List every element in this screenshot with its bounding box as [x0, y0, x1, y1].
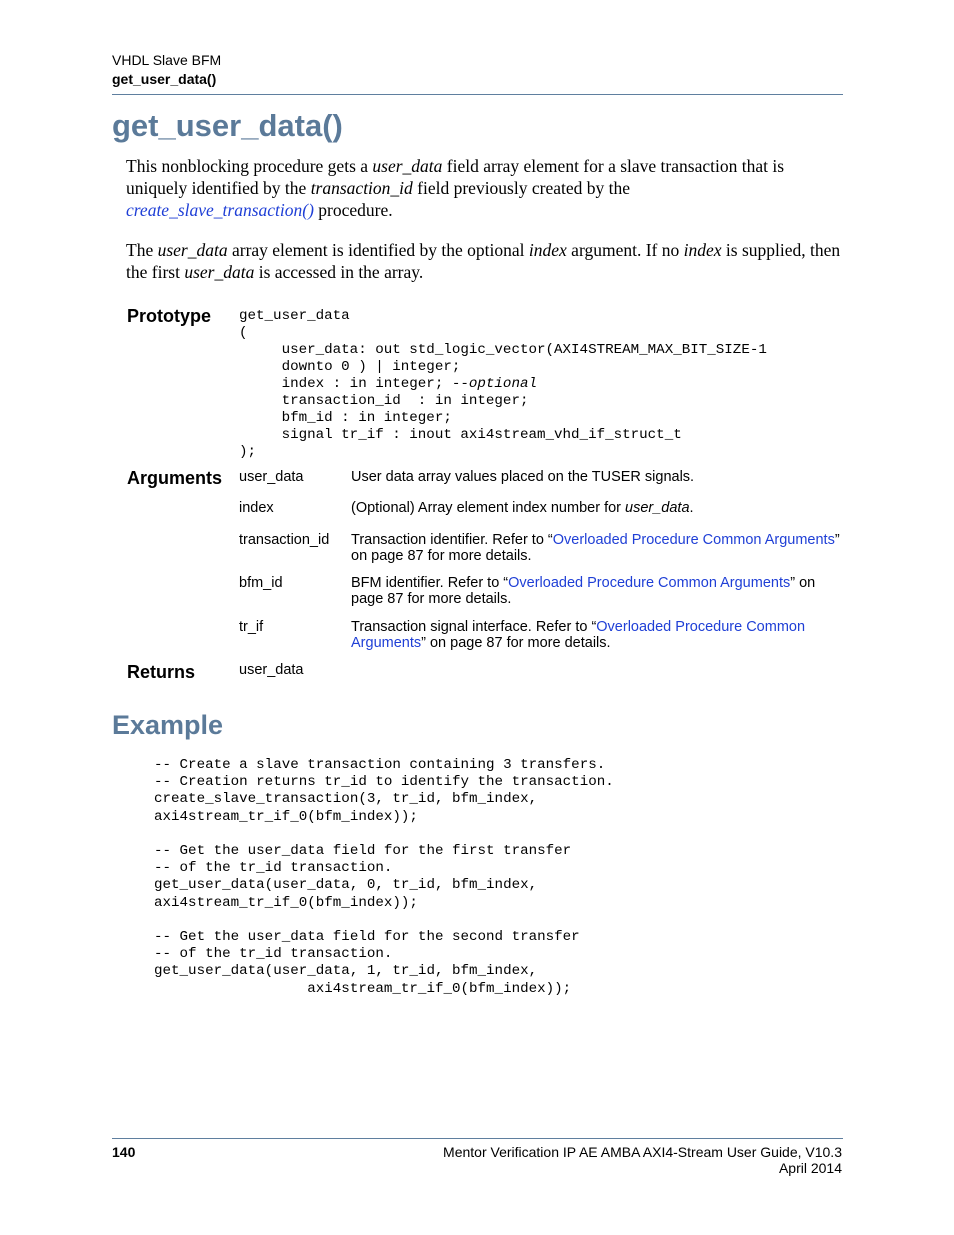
code-line: downto 0 ) | integer; — [239, 359, 461, 375]
text-run: ” on page 87 for more details. — [351, 532, 840, 564]
example-heading: Example — [112, 710, 224, 740]
emphasis: index — [528, 240, 567, 260]
emphasis: transaction_id — [310, 178, 413, 198]
text-run: field array element for a slave transaction that is uniquely identified by the — [126, 156, 784, 198]
returns-label: Returns — [127, 662, 196, 682]
arguments-label: Arguments — [127, 468, 223, 488]
arg-name-bfm-id: bfm_id — [239, 575, 283, 591]
footer-rule — [112, 1138, 843, 1139]
arg-name-tr-if: tr_if — [239, 619, 264, 635]
intro-paragraph-1 — [126, 155, 846, 221]
text-run: This nonblocking procedure gets a — [126, 156, 373, 176]
overloaded-args-link[interactable]: Overloaded Procedure Common Arguments — [351, 619, 806, 651]
overloaded-args-link[interactable]: Overloaded Procedure Common Arguments — [508, 575, 791, 591]
text-run: array element is identified by the optional — [227, 240, 529, 260]
emphasis: user_data — [625, 500, 690, 516]
returns-value: user_data — [239, 662, 304, 678]
code-line: index : in integer; -- — [239, 376, 469, 392]
arg-name-user-data: user_data — [239, 469, 304, 485]
code-line: get_user_data — [239, 308, 350, 324]
running-header-topic: get_user_data() — [112, 71, 217, 87]
page-title: get_user_data() — [112, 108, 343, 143]
text-run: The — [126, 240, 158, 260]
header-rule — [112, 94, 843, 95]
code-line: user_data: out std_logic_vector(AXI4STREAM_MAX_BIT_SIZE-1 — [239, 342, 767, 358]
footer-doc-title: Mentor Verification IP AE AMBA AXI4-Stream User Guide, V10.3 — [443, 1144, 842, 1160]
arg-desc-transaction-id — [351, 532, 846, 564]
text-run: field previously created by the — [412, 178, 630, 198]
emphasis: user_data — [372, 156, 443, 176]
prototype-label: Prototype — [127, 306, 212, 326]
arg-name-transaction-id: transaction_id — [239, 532, 330, 548]
text-run: Transaction signal interface. Refer to “ — [351, 619, 597, 635]
arg-name-index: index — [239, 500, 274, 516]
code-line: signal tr_if : inout axi4stream_vhd_if_struct_t — [239, 427, 682, 443]
code-line: ); — [239, 444, 257, 460]
text-run: procedure. — [313, 200, 393, 220]
text-run: ” on page 87 for more details. — [421, 635, 611, 651]
code-line: transaction_id : in integer; — [239, 393, 529, 409]
text-run: Transaction identifier. Refer to “ — [351, 532, 553, 548]
create-slave-transaction-link[interactable]: create_slave_transaction() — [126, 200, 314, 220]
prototype-code — [239, 308, 767, 461]
arg-desc-bfm-id — [351, 575, 846, 607]
arg-desc-tr-if — [351, 619, 846, 651]
text-run: is supplied, then the first — [126, 240, 841, 282]
code-line: bfm_id : in integer; — [239, 410, 452, 426]
text-run: argument. If no — [566, 240, 684, 260]
emphasis: index — [683, 240, 722, 260]
code-line: ( — [239, 325, 248, 341]
text-run: is accessed in the array. — [254, 262, 424, 282]
running-header-section: VHDL Slave BFM — [112, 52, 222, 68]
arg-desc-user-data: User data array values placed on the TUSER signals. — [351, 469, 695, 485]
text-run: (Optional) Array element index number for — [351, 500, 626, 516]
emphasis: user_data — [184, 262, 255, 282]
text-run: BFM identifier. Refer to “ — [351, 575, 509, 591]
text-run: ” on page 87 for more details. — [351, 575, 816, 607]
intro-paragraph-2 — [126, 239, 846, 283]
emphasis: user_data — [157, 240, 228, 260]
example-code: -- Create a slave transaction containing 3 transfers. -- Creation returns tr_id to identify the transaction. create_slave_transaction(3, tr_id, bfm_index, axi4stream_tr_if_0(bfm_index)); -- Get the user_data field for the first transfer -- of the tr_id transaction. get_user_data(user_data, 0, tr_id, bfm_index, axi4stream_tr_if_0(bfm_index)); -- Get the user_data field for the second transfer -- of the tr_id transaction. get_user_data(user_data, 1, tr_id, bfm_index, axi4stream_tr_if_0(bfm_index)); — [154, 757, 614, 997]
text-run: . — [689, 500, 694, 516]
page-number: 140 — [112, 1144, 136, 1160]
overloaded-args-link[interactable]: Overloaded Procedure Common Arguments — [552, 532, 835, 548]
arg-desc-index — [351, 500, 846, 516]
code-comment-optional: optional — [468, 376, 537, 392]
footer-date: April 2014 — [778, 1160, 842, 1176]
